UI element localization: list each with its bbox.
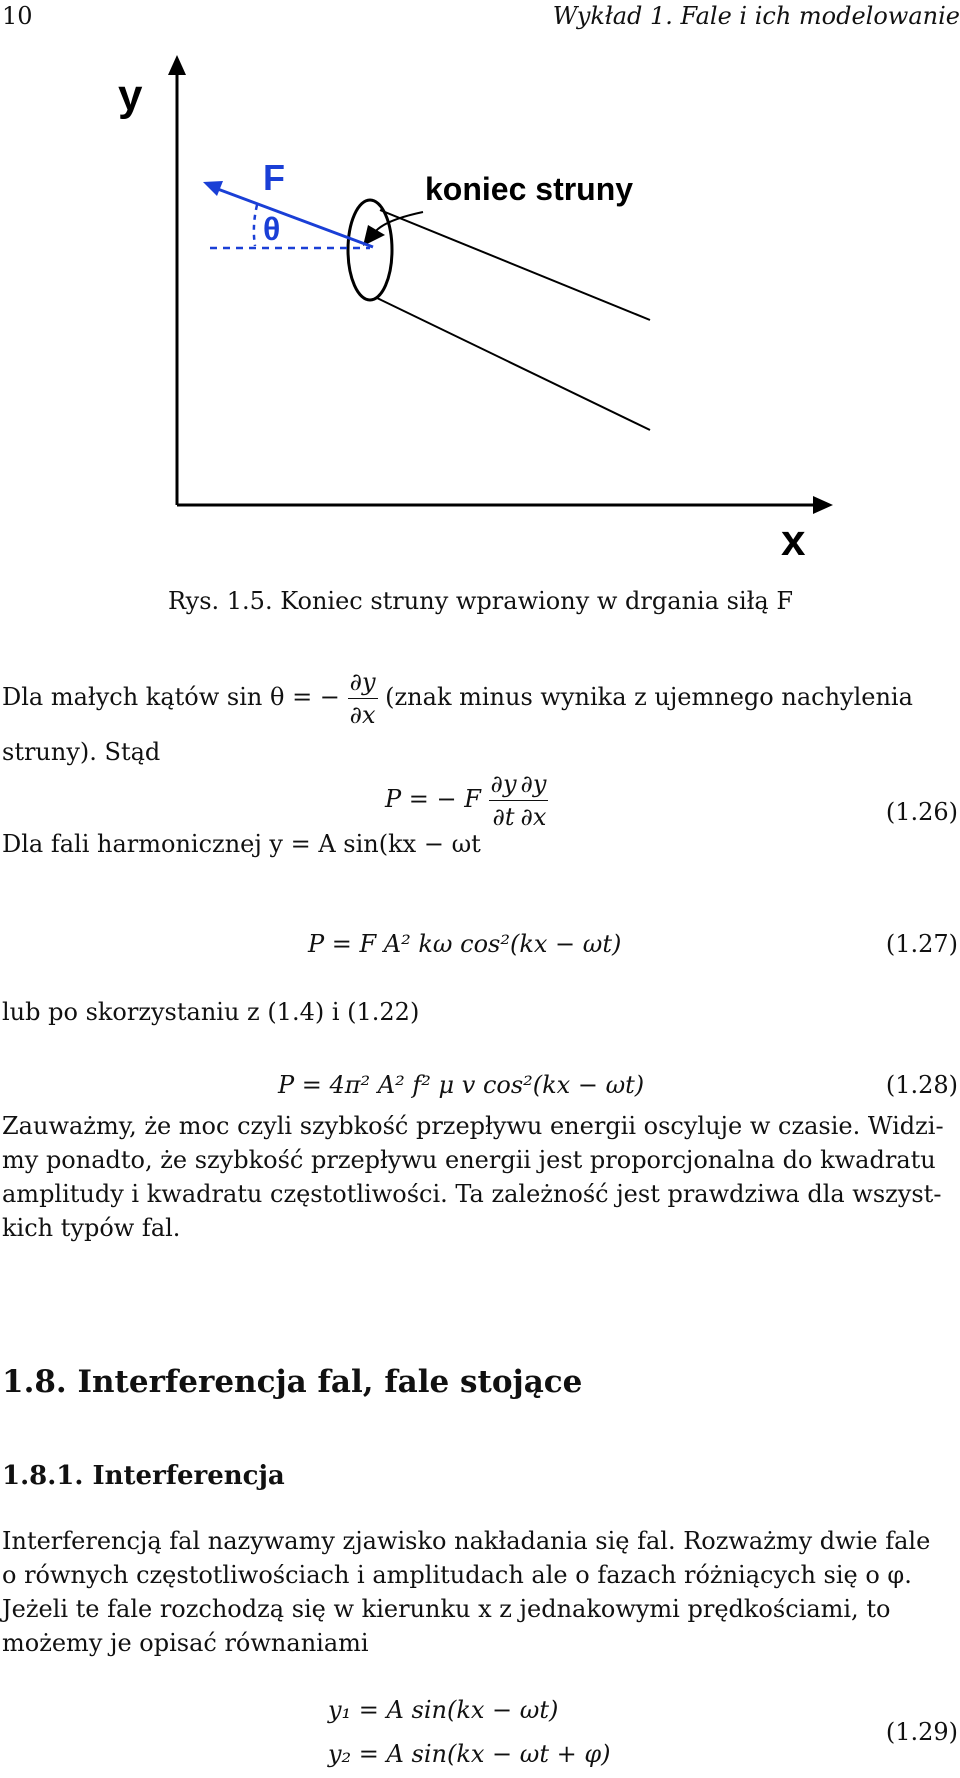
string-end-ellipse	[348, 200, 392, 300]
p4-line-3: amplitudy i kwadratu częstotliwości. Ta zależność jest prawdziwa dla wszyst-	[2, 1180, 942, 1208]
equation-1-27: P = F A² kω cos²(kx − ωt)	[308, 930, 622, 958]
equation-number-1-28: (1.28)	[885, 1071, 958, 1099]
fraction-numerator: ∂y	[348, 666, 378, 699]
equation-1-29-line-1: y₁ = A sin(kx − ωt)	[328, 1696, 559, 1724]
equation-1-29-line-2: y₂ = A sin(kx − ωt + φ)	[328, 1740, 611, 1768]
force-label: F	[263, 157, 285, 198]
eq26-f2-num: ∂y	[519, 768, 549, 801]
equation-1-26	[385, 768, 548, 833]
page-number: 10	[2, 2, 33, 30]
eq26-f2-den: ∂x	[520, 803, 547, 831]
p4-line-1: Zauważmy, że moc czyli szybkość przepływu energii oscyluje w czasie. Widzi-	[2, 1112, 944, 1140]
figure-string-end	[105, 50, 845, 560]
fraction-denominator: ∂x	[349, 701, 376, 729]
p5-line-2: o równych częstotliwościach i amplitudach ale o fazach różniących się o φ.	[2, 1561, 912, 1589]
label-arrowhead	[363, 225, 385, 246]
x-axis-arrow	[813, 496, 833, 514]
paragraph-harmonic: Dla fali harmonicznej y = A sin(kx − ωt	[2, 830, 481, 858]
paragraph-interference	[2, 1524, 958, 1660]
equation-number-1-29: (1.29)	[885, 1718, 958, 1746]
angle-label: θ	[263, 211, 281, 247]
eq26-fraction-2	[519, 768, 549, 833]
label-arrow	[375, 212, 423, 232]
figure-caption: Rys. 1.5. Koniec struny wprawiony w drgania siłą F	[168, 587, 793, 615]
paragraph-power-oscillation	[2, 1109, 958, 1245]
eq26-f1-num: ∂y	[489, 768, 519, 801]
eq26-lhs: P = − F	[385, 785, 481, 813]
fraction-dy-dx	[348, 666, 378, 731]
p5-line-3: Jeżeli te fale rozchodzą się w kierunku x z jednakowymi prędkościami, to	[2, 1595, 891, 1623]
paragraph-small-angles	[2, 666, 913, 731]
string-upper-edge	[380, 210, 650, 320]
equation-number-1-27: (1.27)	[885, 930, 958, 958]
equation-1-28: P = 4π² A² f² μ v cos²(kx − ωt)	[278, 1071, 645, 1099]
running-title: Wykład 1. Fale i ich modelowanie	[552, 2, 960, 30]
subsection-heading: 1.8.1. Interferencja	[2, 1461, 285, 1491]
string-end-label: koniec struny	[425, 171, 634, 207]
p4-line-4: kich typów fal.	[2, 1214, 181, 1242]
force-vector	[215, 188, 373, 247]
angle-arc	[254, 205, 257, 246]
p5-line-1: Interferencją fal nazywamy zjawisko nakładania się fal. Rozważmy dwie fale	[2, 1527, 931, 1555]
y-axis-label: y	[118, 71, 143, 120]
force-arrowhead	[203, 181, 223, 196]
y-axis-arrow	[168, 55, 186, 75]
string-lower-edge	[377, 298, 650, 430]
p1-text-a: Dla małych kątów sin θ = −	[2, 683, 340, 711]
p5-line-4: możemy je opisać równaniami	[2, 1629, 369, 1657]
paragraph-using-refs: lub po skorzystaniu z (1.4) i (1.22)	[2, 998, 420, 1026]
x-axis-label: x	[781, 516, 806, 560]
equation-number-1-26: (1.26)	[885, 798, 958, 826]
p1-text-b: (znak minus wynika z ujemnego nachylenia	[385, 683, 913, 711]
p4-line-2: my ponadto, że szybkość przepływu energii jest proporcjonalna do kwadratu	[2, 1146, 936, 1174]
section-heading: 1.8. Interferencja fal, fale stojące	[2, 1364, 583, 1400]
eq26-fraction-1	[489, 768, 519, 833]
p1-line2: struny). Stąd	[2, 738, 161, 766]
eq26-f1-den: ∂t	[492, 803, 515, 831]
